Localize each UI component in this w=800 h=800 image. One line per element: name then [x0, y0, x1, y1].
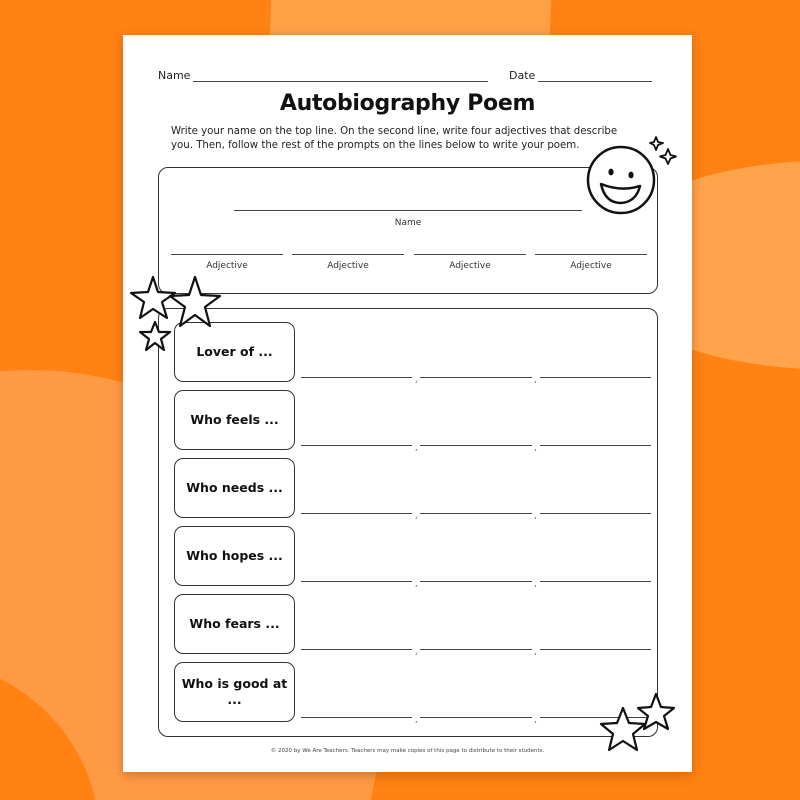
answer-line[interactable]	[301, 445, 412, 446]
answer-line[interactable]	[540, 377, 651, 378]
adjective-caption: Adjective	[206, 261, 248, 271]
answer-line[interactable]	[420, 649, 531, 650]
answer-line[interactable]	[301, 717, 412, 718]
adjective-line[interactable]	[171, 254, 283, 255]
answer-lines[interactable]	[301, 372, 651, 384]
adjective-caption: Adjective	[449, 261, 491, 271]
answer-lines[interactable]	[301, 644, 651, 656]
name-input-line[interactable]	[193, 72, 488, 82]
prompt-row	[174, 662, 654, 722]
name-field[interactable]	[158, 69, 488, 82]
adjective-caption: Adjective	[327, 261, 369, 271]
answer-line[interactable]	[540, 649, 651, 650]
adjective-caption: Adjective	[570, 261, 612, 271]
comma-separator: ,	[415, 443, 418, 452]
prompt-row	[174, 526, 654, 586]
answer-line[interactable]	[301, 581, 412, 582]
answer-line[interactable]	[420, 581, 531, 582]
name-label: Name	[158, 69, 191, 82]
answer-line[interactable]	[301, 377, 412, 378]
instructions: Write your name on the top line. On the second line, write four adjectives that describe you. Then, follow the rest of the prompts on the lines below to write your poem.	[171, 126, 618, 151]
page-title: Autobiography Poem	[279, 91, 536, 116]
adjective-field[interactable]	[535, 254, 647, 271]
comma-separator: ,	[415, 647, 418, 656]
answer-line[interactable]	[301, 513, 412, 514]
answer-line[interactable]	[420, 513, 531, 514]
comma-separator: ,	[534, 647, 537, 656]
comma-separator: ,	[415, 715, 418, 724]
answer-line[interactable]	[540, 513, 651, 514]
comma-separator: ,	[534, 375, 537, 384]
adjective-line[interactable]	[414, 254, 526, 255]
answer-lines[interactable]	[301, 440, 651, 452]
answer-lines[interactable]	[301, 576, 651, 588]
prompt-row	[174, 322, 654, 382]
answer-line[interactable]	[540, 445, 651, 446]
prompt-label: Who fears ...	[174, 594, 295, 654]
adjective-field[interactable]	[171, 254, 283, 271]
answer-line[interactable]	[420, 717, 531, 718]
prompt-row	[174, 458, 654, 518]
adjective-field[interactable]	[292, 254, 404, 271]
worksheet-page	[123, 35, 692, 772]
answer-lines[interactable]	[301, 508, 651, 520]
comma-separator: ,	[415, 511, 418, 520]
prompt-label: Who feels ...	[174, 390, 295, 450]
sparkle-icon	[648, 133, 678, 173]
prompt-row	[174, 594, 654, 654]
adjective-line[interactable]	[535, 254, 647, 255]
star-icon	[601, 690, 681, 760]
comma-separator: ,	[534, 511, 537, 520]
comma-separator: ,	[534, 715, 537, 724]
date-input-line[interactable]	[538, 72, 652, 82]
copyright-footer: © 2020 by We Are Teachers. Teachers may make copies of this page to distribute to their students.	[270, 748, 545, 754]
answer-line[interactable]	[540, 581, 651, 582]
prompt-label: Who hopes ...	[174, 526, 295, 586]
star-icon	[133, 275, 233, 365]
prompt-row	[174, 390, 654, 450]
prompt-label: Who needs ...	[174, 458, 295, 518]
comma-separator: ,	[534, 443, 537, 452]
comma-separator: ,	[415, 375, 418, 384]
adjective-field[interactable]	[414, 254, 526, 271]
answer-line[interactable]	[420, 445, 531, 446]
poem-name-line[interactable]	[234, 210, 582, 211]
date-field[interactable]	[509, 69, 652, 82]
date-label: Date	[509, 69, 536, 82]
adjective-line[interactable]	[292, 254, 404, 255]
answer-lines[interactable]	[301, 712, 651, 724]
comma-separator: ,	[534, 579, 537, 588]
poem-name-caption: Name	[394, 218, 422, 228]
prompt-label: Lover of ...	[174, 322, 295, 382]
poem-prompts-box	[158, 308, 658, 737]
comma-separator: ,	[415, 579, 418, 588]
prompt-label: Who is good at ...	[174, 662, 295, 722]
answer-line[interactable]	[301, 649, 412, 650]
answer-line[interactable]	[420, 377, 531, 378]
